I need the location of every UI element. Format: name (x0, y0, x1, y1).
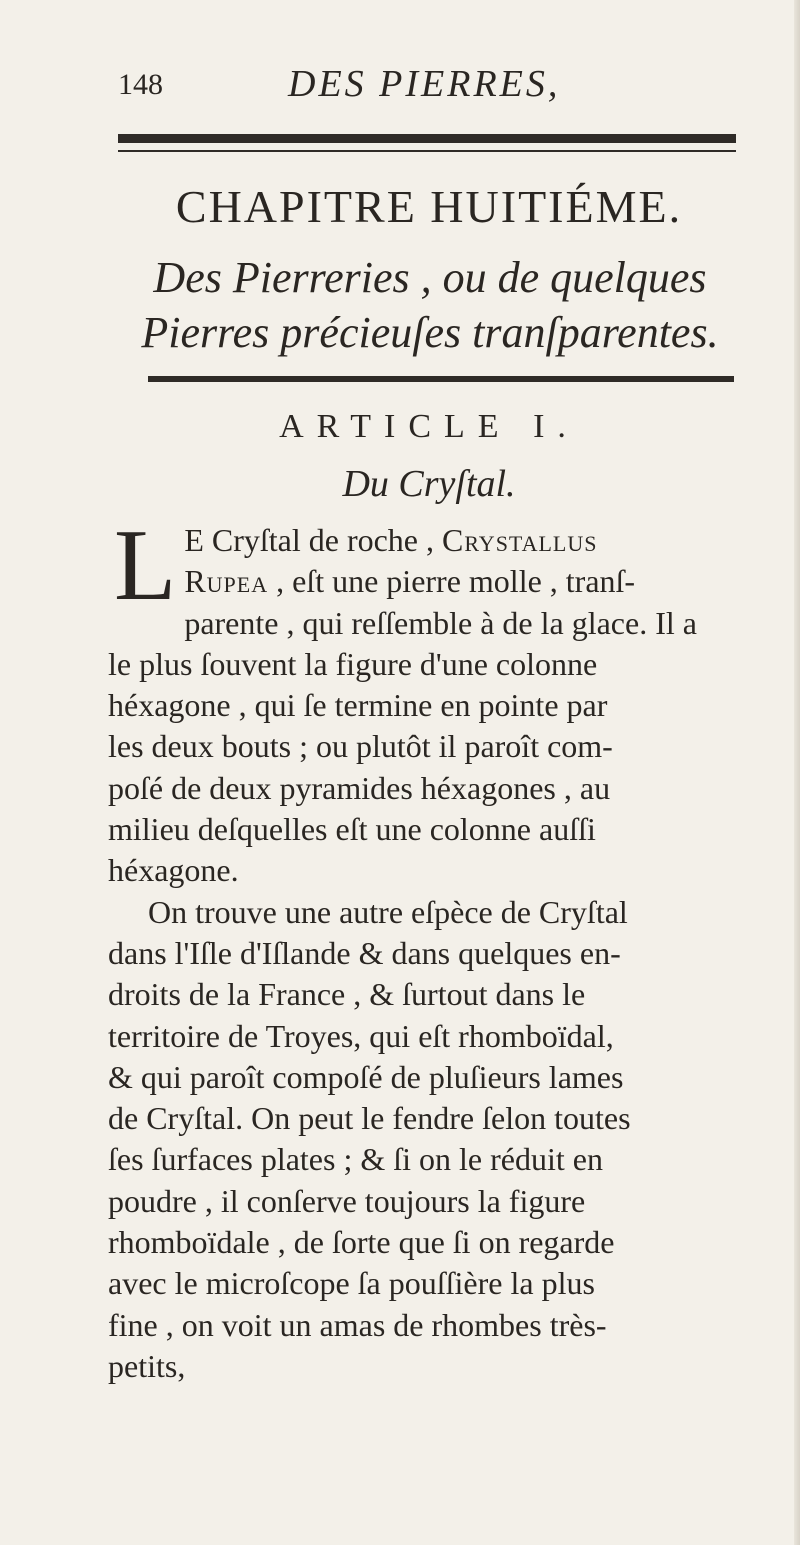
page-number: 148 (118, 68, 163, 101)
drop-cap: L (114, 509, 177, 622)
text-line: parente , qui reſſemble à de la glace. Il a (184, 604, 697, 641)
text-line: les deux bouts ; ou plutôt il paroît com- (108, 728, 613, 765)
page-header (118, 62, 718, 112)
latin-name: Rupea (184, 563, 269, 600)
chapter-title: CHAPITRE HUITIÉME. (175, 181, 683, 232)
text-line: milieu deſquelles eſt une colonne auſſi (108, 811, 596, 848)
text-line: E Cryſtal de roche , (184, 522, 442, 558)
page-edge-shadow (794, 0, 800, 1545)
text-line: & qui paroît compoſé de pluſieurs lames (108, 1058, 624, 1095)
subtitle-line: Pierres précieuſes tranſparentes. (141, 308, 719, 357)
body-text (108, 509, 748, 1387)
text-line: poudre , il conſerve toujours la figure (108, 1182, 586, 1219)
chapter-subtitle (110, 250, 750, 360)
paragraph (108, 509, 748, 892)
text-line: héxagone. (108, 852, 239, 889)
article-heading: ARTICLE I. (279, 408, 579, 445)
text-line: territoire de Troyes, qui eſt rhomboïdal, (108, 1017, 614, 1054)
paragraph (108, 892, 748, 1388)
header-rule-thick (118, 134, 736, 143)
text-line: , eſt une pierre molle , tranſ- (268, 563, 636, 600)
section-divider-rule (148, 376, 734, 382)
running-head: DES PIERRES, (288, 63, 561, 105)
text-line: le plus ſouvent la figure d'une colonne (108, 645, 598, 682)
text-line: poſé de deux pyramides héxagones , au (108, 769, 611, 806)
text-line: rhomboïdale , de ſorte que ſi on regarde (108, 1224, 615, 1261)
latin-name: Crystallus (442, 522, 598, 558)
header-rule-thin (118, 150, 736, 152)
text-line: ſes ſurfaces plates ; & ſi on le réduit en (108, 1141, 603, 1178)
text-line: On trouve une autre eſpèce de Cryſtal (148, 893, 628, 930)
text-line: petits, (108, 1347, 186, 1384)
text-line: fine , on voit un amas de rhombes très- (108, 1306, 607, 1343)
text-line: héxagone , qui ſe termine en pointe par (108, 687, 608, 724)
text-line: dans l'Iſle d'Iſlande & dans quelques en- (108, 934, 621, 971)
subtitle-line: Des Pierreries , ou de quelques (153, 253, 707, 302)
text-line: droits de la France , & ſurtout dans le (108, 976, 586, 1013)
article-title: Du Cryſtal. (342, 463, 516, 505)
text-line: avec le microſcope ſa pouſſière la plus (108, 1265, 595, 1302)
text-line: de Cryſtal. On peut le fendre ſelon toutes (108, 1100, 631, 1137)
